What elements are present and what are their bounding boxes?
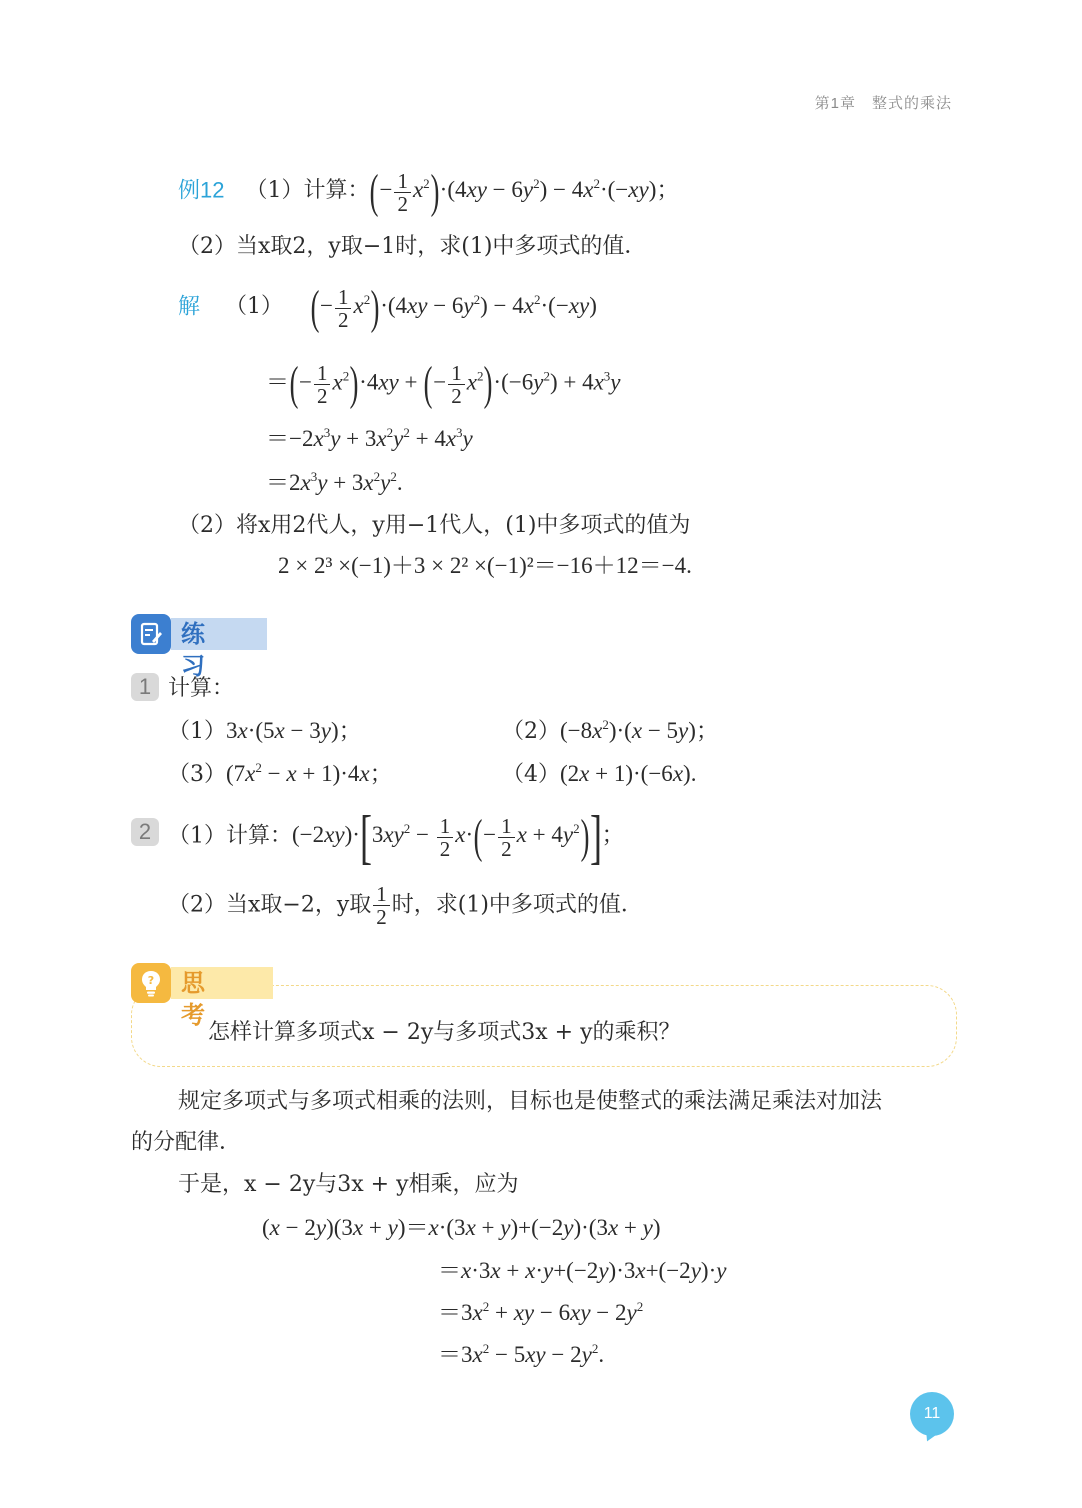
body-para1-line1: 规定多项式与多项式相乘的法则，目标也是使整式的乘法满足乘法对加法: [178, 1089, 883, 1114]
solution-expr-3: $=-2x^3y + 3x^2y^2 + 4x^3y$: [266, 425, 473, 451]
question-1c-label: （3）: [168, 762, 226, 787]
example-expression: (− $\frac{1}{2}$ $x^2)\cdot(4xy - 6y^2) - 4x^2\cdot(-xy)$；: [370, 165, 680, 218]
question-2-part2-suffix: 时，求(1)中多项式的值．: [391, 892, 643, 918]
expansion-line4: $=3x^2 - 5xy - 2y^2$.: [438, 1341, 605, 1367]
example-part2: （2）当x取2，y取−1时，求(1)中多项式的值．: [178, 234, 647, 259]
question-1a: （1）3x·(5x − 3y)；: [168, 718, 362, 744]
body-para2: 于是，x − 2y与3x + y相乘，应为: [178, 1172, 519, 1197]
solution-line1: [178, 281, 597, 334]
solution-expr-1: (− $\frac{1}{2}$ $x^2)\cdot(4xy - 6y^2) - 4x^2\cdot(-xy)$: [310, 281, 597, 334]
lightbulb-icon: [131, 963, 171, 1003]
question-1b-label: （2）: [502, 719, 560, 744]
practice-title: 练 习: [171, 618, 267, 650]
body-para1-line2: 的分配律．: [131, 1130, 242, 1155]
expansion-line3: $=3x^2$ + xy − $6xy - 2y^2$: [438, 1299, 644, 1325]
think-section-header: [131, 966, 273, 1029]
page-number: 11: [910, 1392, 954, 1436]
question-2-part2-prefix: （2）当x取−2，y取: [168, 892, 372, 918]
question-1a-label: （1）: [168, 719, 226, 744]
example-label: 例12: [178, 177, 225, 203]
pencil-note-icon: [131, 614, 171, 654]
solution-expr-2: ＝(− $\frac{1}{2}$ $x^2)\cdot 4xy$ + (− $\frac{1}{2}$ $x^2)\cdot(-6y^2) + 4x^3y$: [266, 357, 621, 410]
practice-section-header: [131, 617, 267, 680]
question-1d-label: （4）: [502, 762, 560, 787]
question-2-badge: 2: [131, 818, 159, 846]
solution-step-label: （1）: [225, 294, 284, 320]
example-12-line1: [178, 165, 680, 218]
expansion-line1: (x − 2y)(3x + y)＝x·(3x + y)+(−2y)·(3x + y): [262, 1215, 661, 1240]
think-title: 思 考: [171, 967, 273, 999]
question-2-prefix: （1）计算：: [168, 823, 292, 849]
solution-part2-calc: 2 × 2³ ×(−1)＋3 × 2² ×(−1)²＝−16＋12＝−4.: [278, 553, 692, 578]
solution-label: 解: [178, 293, 201, 319]
question-2-part1: （1）计算：$(-2xy)\cdot[3xy^2$ − $\frac{1}{2}$ x·(− $\frac{1}{2}$ $x + 4y^2$)]；: [168, 804, 625, 870]
solution-expr-4: $=2x^3y + 3x^2y^2$.: [266, 469, 403, 495]
example-part1-prefix: （1）计算：: [245, 178, 370, 204]
question-1d: （4）(2x + 1)·(−6x).: [502, 761, 697, 787]
svg-text:?: ?: [147, 974, 155, 987]
question-2-part2: （2）当x取−2，y取 $\frac{1}{2}$ 时，求(1)中多项式的值．: [168, 882, 643, 929]
question-1-badge: 1: [131, 673, 159, 701]
question-1b: $(2)(-8x^2)\cdot(x - 5y)$；: [502, 717, 719, 744]
question-1-prompt: 计算：: [168, 676, 235, 701]
think-question: 怎样计算多项式x − 2y与多项式3x + y的乘积？: [208, 1020, 681, 1045]
question-1c: $(3)(7x^2 - x + 1)\cdot 4x$；: [168, 760, 393, 787]
running-header: 第1章 整式的乘法: [814, 95, 952, 112]
solution-part2-text: （2）将x用2代人，y用−1代人，(1)中多项式的值为: [178, 513, 691, 538]
expansion-line2: ＝x·3x + x·y+(−2y)·3x+(−2y)·y: [438, 1258, 727, 1283]
